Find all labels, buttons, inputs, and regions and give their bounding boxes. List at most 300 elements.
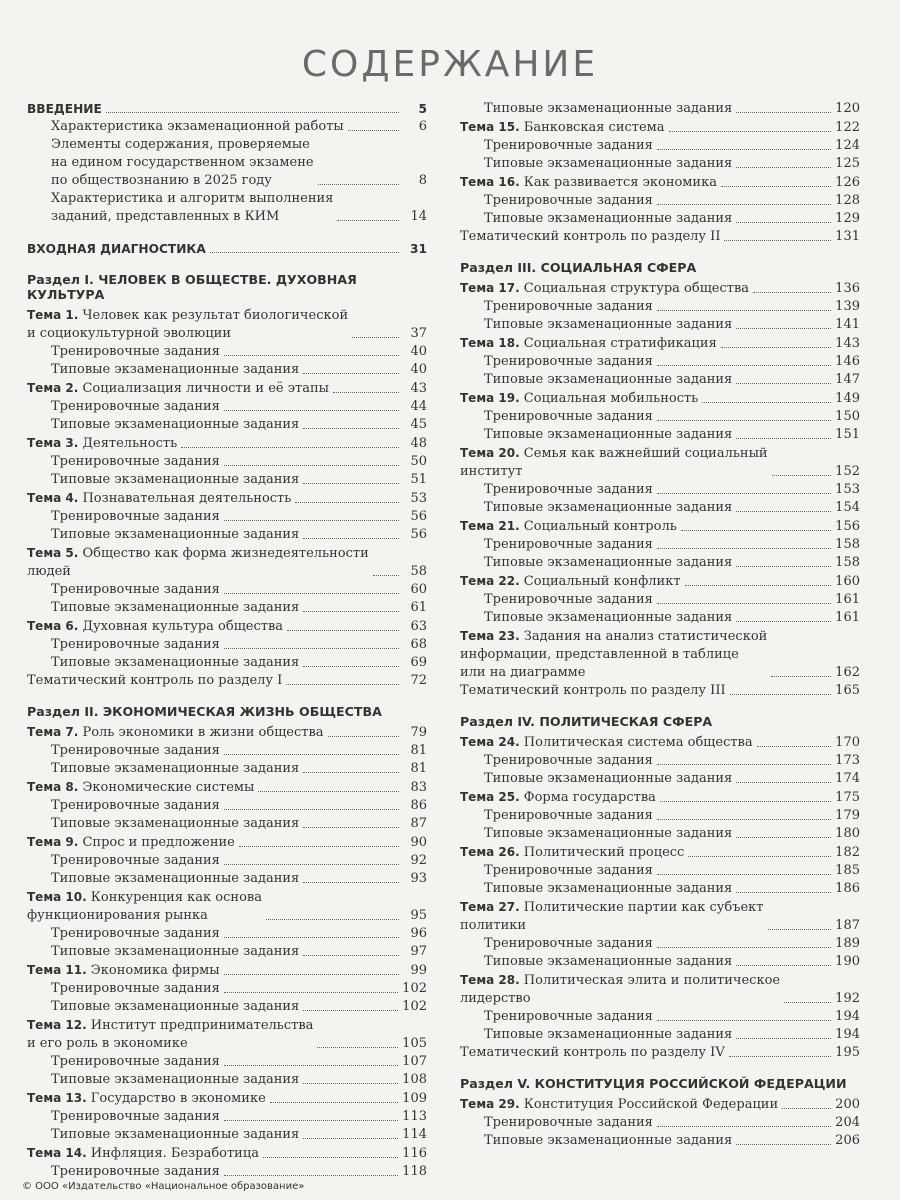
dot-leader	[657, 310, 831, 311]
page-number: 5	[418, 102, 427, 116]
dot-leader	[181, 447, 399, 448]
entry-title	[460, 228, 720, 246]
toc-entry[interactable]	[27, 833, 427, 852]
page-number: 120	[835, 101, 860, 116]
toc-entry[interactable]	[27, 581, 427, 599]
topic-number: Тема 25.	[460, 790, 520, 804]
entry-title	[460, 1095, 778, 1114]
toc-entry[interactable]	[27, 416, 427, 434]
toc-entry[interactable]	[27, 943, 427, 961]
entry-title	[51, 760, 299, 778]
topic-number: Тема 22.	[460, 574, 520, 588]
entry-title-text: Тренировочные задания	[484, 808, 653, 823]
dot-leader	[730, 694, 832, 695]
toc-entry[interactable]	[27, 398, 427, 416]
entry-title	[27, 544, 369, 581]
page-number: 114	[402, 1127, 427, 1142]
dot-leader	[303, 538, 399, 539]
toc-entry[interactable]	[27, 998, 427, 1016]
topic-number: Тема 28.	[460, 973, 520, 987]
section-heading: Раздел III. СОЦИАЛЬНАЯ СФЕРА	[460, 260, 697, 275]
toc-entry[interactable]	[27, 361, 427, 379]
toc-entry[interactable]	[460, 426, 860, 444]
dot-leader	[657, 819, 831, 820]
topic-number: Тема 29.	[460, 1097, 520, 1111]
toc-entry[interactable]	[27, 379, 427, 398]
page-number: 107	[402, 1054, 427, 1069]
topic-number: Тема 11.	[27, 963, 87, 977]
entry-title-text: Конституция Российской Федерации	[519, 1097, 779, 1112]
entry-title	[484, 536, 653, 554]
page-title: СОДЕРЖАНИЕ	[301, 44, 599, 85]
dot-leader	[348, 130, 399, 131]
dot-leader	[303, 772, 399, 773]
toc-entry[interactable]	[27, 100, 427, 118]
page-number: 128	[835, 193, 860, 208]
page-number: 96	[410, 926, 427, 941]
toc-section	[27, 704, 427, 1181]
dot-leader	[657, 420, 831, 421]
entry-title-text: Социализация личности и её этапы	[78, 381, 329, 396]
page-number: 136	[835, 281, 860, 296]
entry-title-text: Тренировочные задания	[51, 1054, 220, 1069]
dot-leader	[270, 1102, 398, 1103]
entry-title	[460, 843, 684, 862]
dot-leader	[736, 965, 831, 966]
toc-entry[interactable]	[27, 870, 427, 888]
dot-leader	[224, 465, 399, 466]
entry-title-line: политики	[460, 918, 527, 933]
toc-entry[interactable]	[460, 137, 860, 155]
page-number: 161	[835, 610, 860, 625]
entry-title	[27, 1144, 259, 1163]
entry-title-text: Тренировочные задания	[51, 582, 220, 597]
entry-title	[484, 353, 653, 371]
toc-entry[interactable]	[27, 1144, 427, 1163]
toc-entry[interactable]	[460, 408, 860, 426]
entry-title	[51, 471, 299, 489]
toc-entry[interactable]	[460, 935, 860, 953]
entry-title-text: Социальная стратификация	[519, 336, 717, 351]
entry-title	[484, 953, 732, 971]
dot-leader	[210, 252, 399, 253]
entry-title	[484, 825, 732, 843]
dot-leader	[736, 438, 831, 439]
dot-leader	[736, 566, 831, 567]
entry-title	[460, 682, 726, 700]
dot-leader	[736, 892, 831, 893]
entry-title-text: Экономические системы	[78, 780, 255, 795]
entry-title-text: Тренировочные задания	[51, 344, 220, 359]
entry-title	[460, 898, 764, 935]
page-number: 179	[835, 808, 860, 823]
entry-title	[484, 192, 653, 210]
page-number: 83	[410, 780, 427, 795]
toc-entry[interactable]	[27, 815, 427, 833]
entry-title-line: Конкуренция как основа	[86, 890, 262, 905]
page-number: 125	[835, 156, 860, 171]
page-number: 189	[835, 936, 860, 951]
entry-title	[51, 398, 220, 416]
section-heading: Раздел V. КОНСТИТУЦИЯ РОССИЙСКОЙ ФЕДЕРАЦИИ	[460, 1076, 847, 1091]
entry-title-text: Тренировочные задания	[484, 299, 653, 314]
toc-entry[interactable]	[460, 843, 860, 862]
toc-entry[interactable]	[460, 825, 860, 843]
toc-entry[interactable]	[27, 434, 427, 453]
page-number: 185	[835, 863, 860, 878]
entry-title-text: Политический процесс	[519, 845, 685, 860]
entry-title-text: Типовые экзаменационные задания	[484, 1133, 733, 1148]
toc-entry[interactable]	[27, 453, 427, 471]
toc-entry[interactable]	[460, 536, 860, 554]
page-number: 204	[835, 1115, 860, 1130]
entry-title-line: Характеристика и алгоритм выполнения	[51, 191, 334, 206]
entry-title	[51, 925, 220, 943]
toc-entry[interactable]	[460, 880, 860, 898]
toc-entry[interactable]	[460, 499, 860, 517]
entry-title-line: Элементы содержания, проверяемые	[51, 137, 310, 152]
entry-title-text: Тренировочные задания	[484, 1009, 653, 1024]
toc-entry[interactable]	[460, 609, 860, 627]
toc-entry[interactable]	[27, 1089, 427, 1108]
toc-column-right	[460, 100, 860, 1164]
entry-title	[460, 1044, 725, 1062]
toc-entry[interactable]	[460, 862, 860, 880]
toc-entry[interactable]	[27, 723, 427, 742]
page-number: 109	[402, 1091, 427, 1106]
toc-entry[interactable]	[27, 118, 427, 136]
entry-title	[27, 379, 329, 398]
entry-title-text: Типовые экзаменационные задания	[484, 211, 733, 226]
dot-leader	[757, 746, 832, 747]
page-number: 151	[835, 427, 860, 442]
page-number: 180	[835, 826, 860, 841]
page-number: 8	[418, 173, 427, 188]
dot-leader	[702, 402, 831, 403]
entry-title	[51, 361, 299, 379]
page-number: 37	[410, 326, 427, 341]
page-number: 81	[410, 743, 427, 758]
entry-title-text: Роль экономики в жизни общества	[78, 725, 324, 740]
entry-title-text: Типовые экзаменационные задания	[51, 1127, 300, 1142]
toc-entry[interactable]	[460, 752, 860, 770]
entry-title-text: Типовые экзаменационные задания	[51, 655, 300, 670]
toc-entry[interactable]	[460, 770, 860, 788]
dot-leader	[286, 684, 399, 685]
entry-title	[484, 1008, 653, 1026]
toc-entry[interactable]	[27, 526, 427, 544]
toc-entry[interactable]	[27, 636, 427, 654]
toc-entry[interactable]	[460, 228, 860, 246]
page-number: 141	[835, 317, 860, 332]
topic-number: Тема 24.	[460, 735, 520, 749]
toc-entry[interactable]	[460, 1095, 860, 1114]
entry-title	[27, 240, 206, 258]
toc-entry[interactable]	[27, 760, 427, 778]
toc-entry[interactable]	[27, 888, 427, 925]
topic-number: Тема 21.	[460, 519, 520, 533]
entry-title-line: информации, представленной в таблице	[460, 647, 739, 662]
dot-leader	[333, 392, 399, 393]
section-heading: Раздел I. ЧЕЛОВЕК В ОБЩЕСТВЕ. ДУХОВНАЯ КУЛЬТУРА	[27, 272, 357, 302]
toc-entry[interactable]	[460, 971, 860, 1008]
dot-leader	[736, 621, 831, 622]
dot-leader	[328, 736, 399, 737]
entry-title-line: людей	[27, 564, 71, 579]
page-number: 97	[410, 944, 427, 959]
toc-entry[interactable]	[460, 1114, 860, 1132]
toc-entry[interactable]	[460, 1008, 860, 1026]
toc-entry[interactable]	[27, 1053, 427, 1071]
section-heading: Раздел II. ЭКОНОМИЧЕСКАЯ ЖИЗНЬ ОБЩЕСТВА	[27, 704, 382, 719]
toc-entry[interactable]	[27, 190, 427, 226]
page-number: 60	[410, 582, 427, 597]
toc-entry[interactable]	[27, 544, 427, 581]
entry-title-text: Тематический контроль по разделу I	[27, 673, 283, 688]
entry-title-line: лидерство	[460, 991, 531, 1006]
dot-leader	[295, 502, 399, 503]
page-number: 124	[835, 138, 860, 153]
entry-title-text: Типовые экзаменационные задания	[484, 101, 733, 116]
topic-number: Тема 5.	[27, 546, 79, 560]
toc-entry[interactable]	[460, 334, 860, 353]
entry-title-text: Тренировочные задания	[484, 936, 653, 951]
toc-entry[interactable]	[460, 353, 860, 371]
page-number: 165	[835, 683, 860, 698]
entry-title	[484, 609, 732, 627]
toc-entry[interactable]	[460, 682, 860, 700]
toc-entry[interactable]	[27, 852, 427, 870]
dot-leader	[303, 827, 399, 828]
entry-title-text: Тренировочные задания	[484, 863, 653, 878]
entry-title-text: Социальный контроль	[519, 519, 677, 534]
page-number: 186	[835, 881, 860, 896]
topic-number: Тема 2.	[27, 381, 79, 395]
entry-title	[27, 723, 324, 742]
toc-entry[interactable]	[27, 240, 427, 258]
page-number: 95	[410, 908, 427, 923]
toc-column-left	[27, 100, 427, 1195]
page-number: 56	[410, 527, 427, 542]
toc-entry[interactable]	[27, 599, 427, 617]
dot-leader	[736, 1144, 831, 1145]
entry-title	[51, 1071, 299, 1089]
entry-title	[484, 499, 732, 517]
dot-leader	[736, 222, 831, 223]
entry-title	[484, 1026, 732, 1044]
dot-leader	[352, 337, 399, 338]
entry-title-line: на едином государственном экзамене	[51, 155, 314, 170]
page-number: 149	[835, 391, 860, 406]
page-number: 192	[835, 991, 860, 1006]
entry-title-text: Тренировочные задания	[51, 454, 220, 469]
page-number: 156	[835, 519, 860, 534]
dot-leader	[373, 575, 399, 576]
toc-entry[interactable]	[27, 508, 427, 526]
entry-title-text: Тренировочные задания	[51, 1109, 220, 1124]
toc-entry[interactable]	[27, 797, 427, 815]
entry-title	[484, 298, 653, 316]
toc-entry[interactable]	[27, 654, 427, 672]
entry-title-text: Типовые экзаменационные задания	[51, 871, 300, 886]
toc-entry[interactable]	[27, 343, 427, 361]
entry-title-text: Тренировочные задания	[51, 637, 220, 652]
entry-title-line: Общество как форма жизнедеятельности	[78, 546, 369, 561]
entry-title	[484, 371, 732, 389]
entry-title-text: Типовые экзаменационные задания	[51, 816, 300, 831]
toc-entry[interactable]	[27, 742, 427, 760]
entry-title	[51, 118, 344, 136]
dot-leader	[736, 328, 831, 329]
toc-entry[interactable]	[27, 136, 427, 190]
toc-entry[interactable]	[27, 617, 427, 636]
topic-number: Тема 10.	[27, 890, 87, 904]
topic-number: Тема 3.	[27, 436, 79, 450]
entry-title-text: Тренировочные задания	[51, 853, 220, 868]
entry-title-text: Характеристика экзаменационной работы	[51, 119, 344, 134]
topic-number: Тема 6.	[27, 619, 79, 633]
entry-title	[460, 279, 749, 298]
toc-entry[interactable]	[27, 306, 427, 343]
toc-entry[interactable]	[460, 279, 860, 298]
entry-title	[27, 833, 235, 852]
toc-entry[interactable]	[460, 444, 860, 481]
entry-title	[51, 416, 299, 434]
entry-title-text: Типовые экзаменационные задания	[484, 317, 733, 332]
toc-section	[460, 714, 860, 1062]
page-number: 87	[410, 816, 427, 831]
toc-entry[interactable]	[27, 471, 427, 489]
toc-entry[interactable]	[27, 980, 427, 998]
toc-entry[interactable]	[460, 554, 860, 572]
dot-leader	[724, 240, 831, 241]
page-number: 158	[835, 537, 860, 552]
toc-entry[interactable]	[460, 733, 860, 752]
dot-leader	[224, 648, 399, 649]
toc-entry[interactable]	[460, 481, 860, 499]
entry-title	[51, 599, 299, 617]
page-number: 69	[410, 655, 427, 670]
toc-entry[interactable]	[27, 925, 427, 943]
entry-title	[460, 334, 717, 353]
toc-entry[interactable]	[460, 572, 860, 591]
dot-leader	[736, 782, 831, 783]
toc-entry[interactable]	[27, 489, 427, 508]
entry-title-line: и социокультурной эволюции	[27, 326, 232, 341]
publisher-footer: © ООО «Издательство «Национальное образование»	[22, 1181, 305, 1192]
toc-entry[interactable]	[27, 961, 427, 980]
toc-entry[interactable]	[460, 788, 860, 807]
entry-title	[484, 137, 653, 155]
toc-entry[interactable]	[460, 100, 860, 118]
toc-entry[interactable]	[460, 298, 860, 316]
toc-entry[interactable]	[460, 316, 860, 334]
dot-leader	[303, 1010, 398, 1011]
page-number: 153	[835, 482, 860, 497]
toc-entry[interactable]	[460, 627, 860, 682]
entry-title	[51, 980, 220, 998]
entry-title-text: Духовная культура общества	[78, 619, 284, 634]
toc-section	[27, 272, 427, 690]
toc-entry[interactable]	[27, 1126, 427, 1144]
dot-leader	[224, 593, 399, 594]
dot-leader	[224, 355, 399, 356]
entry-title-text: Тренировочные задания	[51, 1164, 220, 1179]
entry-title	[51, 815, 299, 833]
toc-entry[interactable]	[27, 1071, 427, 1089]
entry-title	[460, 733, 753, 752]
dot-leader	[660, 801, 831, 802]
toc-entry[interactable]	[460, 192, 860, 210]
toc-entry[interactable]	[460, 807, 860, 825]
dot-leader	[657, 1020, 831, 1021]
entry-title-text: Типовые экзаменационные задания	[484, 771, 733, 786]
toc-entry[interactable]	[27, 1108, 427, 1126]
dot-leader	[337, 220, 399, 221]
page-number: 102	[402, 981, 427, 996]
toc-entry[interactable]	[27, 778, 427, 797]
entry-title	[484, 554, 732, 572]
entry-title	[51, 998, 299, 1016]
topic-number: Тема 18.	[460, 336, 520, 350]
toc-entry[interactable]	[460, 517, 860, 536]
entry-title-line: по обществознанию в 2025 году	[51, 173, 272, 188]
toc-entry[interactable]	[460, 118, 860, 137]
dot-leader	[657, 365, 831, 366]
toc-entry[interactable]	[460, 1026, 860, 1044]
entry-title-line: Политические партии как субъект	[519, 900, 764, 915]
entry-title-line: Человек как результат биологической	[78, 308, 349, 323]
toc-entry[interactable]	[460, 173, 860, 192]
entry-title	[27, 1016, 313, 1053]
dot-leader	[657, 947, 831, 948]
page-number: 51	[410, 472, 427, 487]
topic-number: Тема 16.	[460, 175, 520, 189]
toc-entry[interactable]	[460, 1044, 860, 1062]
entry-title	[51, 508, 220, 526]
toc-entry[interactable]	[460, 389, 860, 408]
entry-title-text: Тренировочные задания	[51, 743, 220, 758]
dot-leader	[224, 520, 399, 521]
toc-entry[interactable]	[460, 591, 860, 609]
entry-title	[51, 190, 333, 226]
dot-leader	[736, 837, 831, 838]
toc-entry[interactable]	[27, 1163, 427, 1181]
entry-title-text: Типовые экзаменационные задания	[51, 600, 300, 615]
toc-entry[interactable]	[27, 672, 427, 690]
toc-entry[interactable]	[460, 953, 860, 971]
entry-title-text: Тренировочные задания	[51, 981, 220, 996]
page-number: 116	[402, 1146, 427, 1161]
entry-title	[51, 654, 299, 672]
entry-title	[51, 453, 220, 471]
dot-leader	[266, 919, 399, 920]
entry-title	[484, 155, 732, 173]
dot-leader	[736, 383, 831, 384]
page-number: 92	[410, 853, 427, 868]
toc-entry[interactable]	[27, 1016, 427, 1053]
toc-entry[interactable]	[460, 898, 860, 935]
toc-entry[interactable]	[460, 155, 860, 173]
page-number: 108	[402, 1072, 427, 1087]
entry-title-text: Типовые экзаменационные задания	[51, 1072, 300, 1087]
toc-entry[interactable]	[460, 1132, 860, 1150]
page-number: 147	[835, 372, 860, 387]
entry-title	[27, 888, 262, 925]
toc-entry[interactable]	[460, 210, 860, 228]
toc-entry[interactable]	[460, 371, 860, 389]
toc-section	[460, 100, 860, 246]
